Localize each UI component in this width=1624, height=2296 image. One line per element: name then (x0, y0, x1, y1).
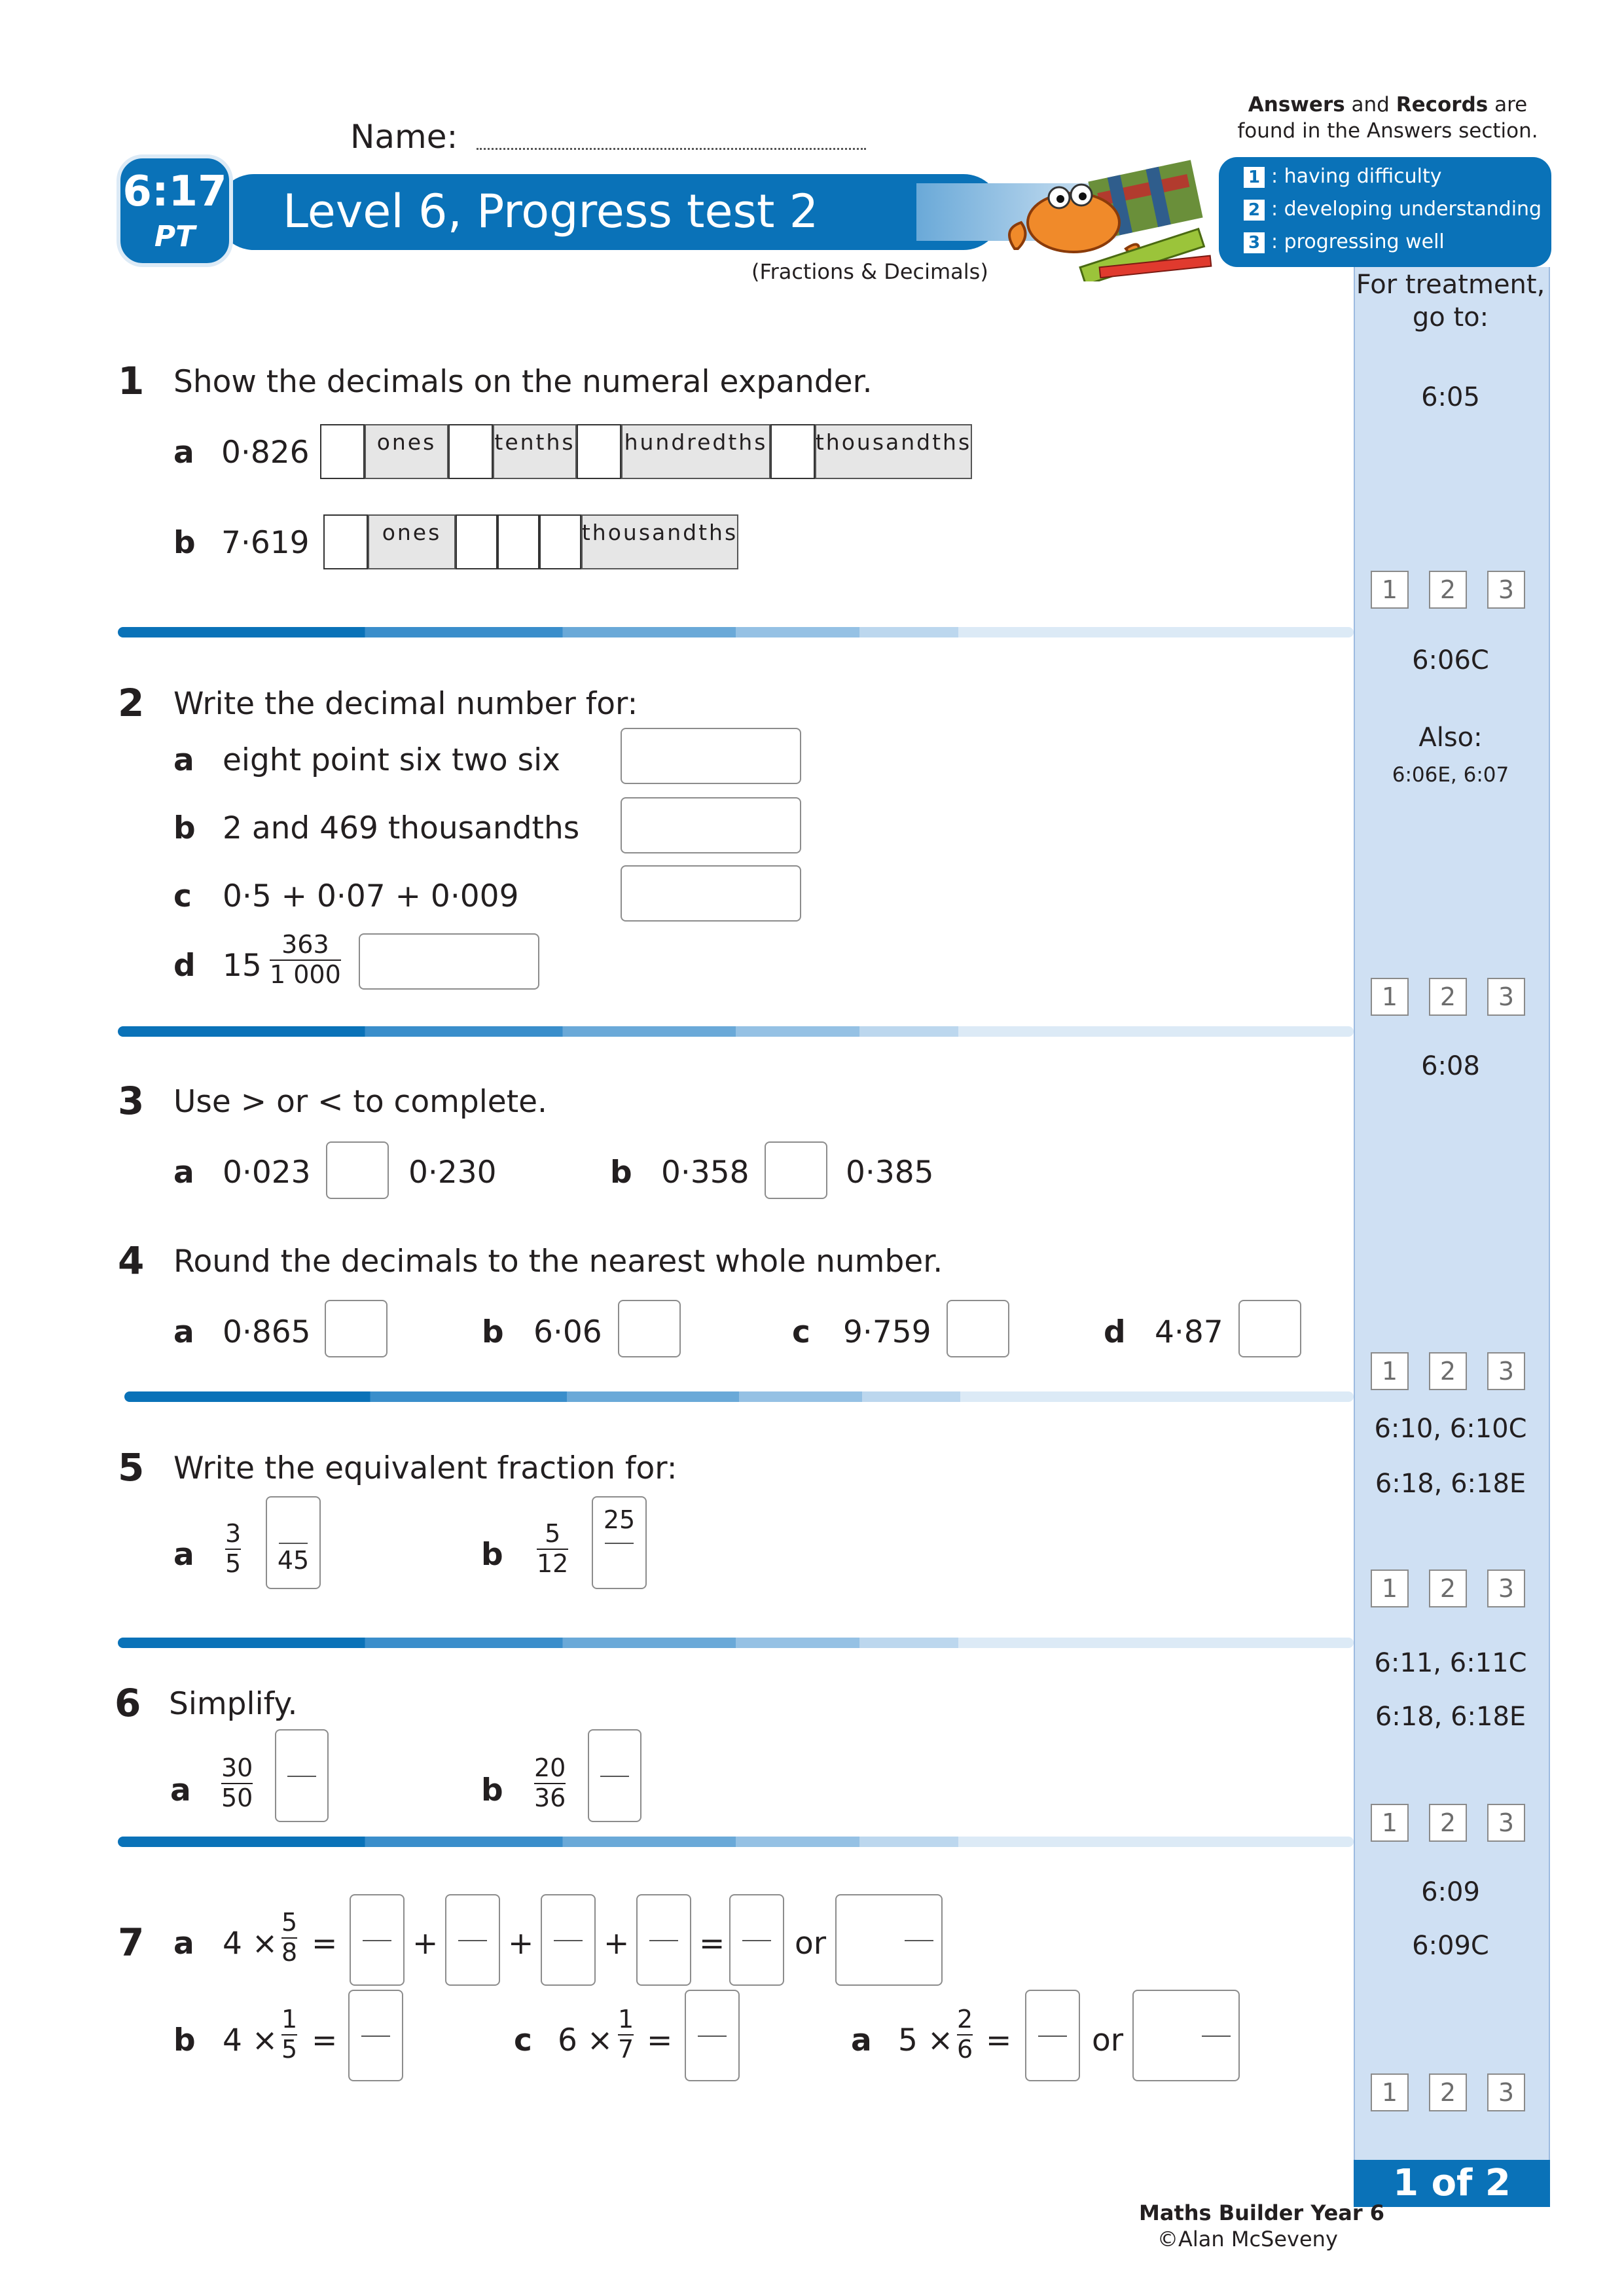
score-box-q2-1[interactable]: 1 (1371, 978, 1409, 1016)
sidebar-ref-q7b: 6:09C (1412, 1931, 1489, 1961)
q7d-answer-bar (1038, 2036, 1067, 2037)
sidebar-ref-q5b: 6:18, 6:18E (1375, 1469, 1526, 1499)
q1a-seg-tenths: tenths (493, 424, 577, 479)
q6b-label: b (481, 1772, 503, 1808)
q7a-term-bar-4 (649, 1940, 678, 1941)
q6b-numerator: 20 (534, 1753, 566, 1782)
score-box-q6-1[interactable]: 1 (1371, 1804, 1409, 1842)
q2c-answer-box[interactable] (621, 865, 801, 922)
q5a-answer-bar (279, 1543, 308, 1544)
q1b-box-ones[interactable] (323, 514, 368, 569)
q7c-equals: = (647, 2022, 673, 2058)
q4a-value: 0·865 (223, 1314, 311, 1350)
q4d-label: d (1104, 1314, 1126, 1350)
q2d-answer-box[interactable] (359, 933, 539, 990)
q7d-label: a (851, 2022, 872, 2058)
q3b-left: 0·358 (661, 1155, 749, 1191)
question-2-text: Write the decimal number for: (173, 686, 638, 722)
q4b-answer-box[interactable] (618, 1300, 681, 1357)
topic-badge-number: 6:17 (122, 168, 227, 216)
answers-and: and (1344, 93, 1396, 117)
q6b-fraction (534, 1755, 566, 1812)
topic-badge-type: PT (154, 220, 196, 253)
q5b-answer-bar (605, 1543, 634, 1544)
q7a-label: a (173, 1926, 194, 1962)
q1b-box-hundredths[interactable] (497, 514, 539, 569)
section-divider-4 (118, 1638, 1354, 1648)
sidebar-ref-q1: 6:05 (1421, 382, 1480, 412)
sidebar-heading-line2: go to: (1412, 302, 1489, 332)
sidebar-also-refs: 6:06E, 6:07 (1392, 763, 1509, 787)
legend-num-1: 1 (1244, 167, 1265, 188)
q7a-equals: = (312, 1926, 338, 1962)
sidebar-ref-q6a: 6:11, 6:11C (1374, 1648, 1527, 1678)
score-box-q3-2[interactable]: 2 (1429, 1352, 1467, 1390)
q5a-denominator: 5 (225, 1549, 242, 1578)
question-1-text: Show the decimals on the numeral expander. (173, 364, 873, 400)
q3a-answer-box[interactable] (326, 1141, 389, 1199)
q6a-numerator: 30 (221, 1753, 253, 1782)
q7b-denominator: 5 (281, 2034, 298, 2064)
q7d-fraction (957, 2007, 973, 2063)
q2c-label: c (173, 878, 192, 914)
q2a-label: a (173, 742, 194, 778)
q5b-fraction (537, 1521, 568, 1577)
q2b-text: 2 and 469 thousandths (223, 810, 580, 846)
sidebar-ref-q2: 6:06C (1412, 645, 1489, 675)
q2b-answer-box[interactable] (621, 797, 801, 853)
score-box-q1-3[interactable]: 3 (1487, 571, 1525, 609)
q5a-fraction (225, 1521, 241, 1577)
q7b-multiplier: 4 × (223, 2022, 278, 2058)
sidebar-ref-q7a: 6:09 (1421, 1877, 1480, 1907)
name-label: Name: (350, 118, 458, 156)
records-word: Records (1396, 93, 1489, 117)
q2d-label: d (173, 948, 196, 984)
question-4-text: Round the decimals to the nearest whole number. (173, 1244, 943, 1280)
q2d-denominator: 1 000 (270, 960, 341, 989)
sidebar-ref-q5a: 6:10, 6:10C (1374, 1414, 1527, 1444)
crab-mascot-illustration (995, 151, 1224, 281)
score-box-q2-2[interactable]: 2 (1429, 978, 1467, 1016)
q7a-multiplier: 4 × (223, 1926, 278, 1962)
score-box-q3-1[interactable]: 1 (1371, 1352, 1409, 1390)
section-divider-2 (118, 1026, 1354, 1037)
q4b-value: 6·06 (533, 1314, 602, 1350)
question-7-number: 7 (118, 1920, 145, 1965)
q1a-seg-thousandths: thousandths (815, 424, 972, 479)
answers-note (1198, 93, 1578, 117)
q6a-label: a (170, 1772, 191, 1808)
q5b-denominator: 12 (537, 1549, 569, 1578)
q1a-box-hundredths[interactable] (577, 424, 621, 479)
q7d-equals: = (986, 2022, 1012, 2058)
score-box-q5-1[interactable]: 1 (1371, 1570, 1409, 1607)
q7a-term-bar-3 (554, 1940, 583, 1941)
legend-text-3: : progressing well (1271, 230, 1445, 253)
legend-text-1: : having difficulty (1271, 165, 1442, 188)
q1b-seg-ones: ones (368, 514, 456, 569)
q3a-left: 0·023 (223, 1155, 311, 1191)
q7a-or: or (795, 1926, 827, 1962)
answers-note-line2: found in the Answers section. (1237, 119, 1538, 143)
legend-num-2: 2 (1244, 200, 1265, 221)
q5a-given-denominator: 45 (277, 1546, 310, 1575)
footer-book-title: Maths Builder Year 6 (1139, 2200, 1385, 2225)
score-box-q2-3[interactable]: 3 (1487, 978, 1525, 1016)
q5b-numerator: 5 (545, 1519, 561, 1548)
q2a-answer-box[interactable] (621, 728, 801, 784)
q2b-label: b (173, 810, 196, 846)
sidebar-ref-q3: 6:08 (1421, 1051, 1480, 1081)
score-box-q7-2[interactable]: 2 (1429, 2073, 1467, 2111)
answers-are: are (1488, 93, 1528, 117)
q4a-answer-box[interactable] (325, 1300, 388, 1357)
q2a-text: eight point six two six (223, 742, 560, 778)
q1b-label: b (173, 525, 196, 561)
q1a-box-thousandths[interactable] (770, 424, 815, 479)
q7b-answer-bar (361, 2036, 390, 2037)
question-6-number: 6 (115, 1681, 141, 1725)
q7b-numerator: 1 (281, 2005, 298, 2034)
q3a-right: 0·230 (408, 1155, 497, 1191)
page-title: Level 6, Progress test 2 (283, 185, 819, 238)
legend-num-3: 3 (1244, 232, 1265, 253)
question-3-number: 3 (118, 1079, 145, 1123)
q6a-fraction (221, 1755, 253, 1812)
score-box-q5-2[interactable]: 2 (1429, 1570, 1467, 1607)
question-6-text: Simplify. (169, 1686, 298, 1722)
q1a-seg-hundredths: hundredths (621, 424, 770, 479)
q7c-label: c (514, 2022, 532, 2058)
q7c-multiplier: 6 × (558, 2022, 613, 2058)
q7d-numerator: 2 (957, 2005, 973, 2034)
q7a-mixed-bar (905, 1940, 933, 1941)
q1a-label: a (173, 435, 194, 471)
legend-item-2 (1244, 198, 1542, 221)
score-box-q6-2[interactable]: 2 (1429, 1804, 1467, 1842)
legend-text-2: : developing understanding (1271, 198, 1542, 221)
q7a-sum-bar (742, 1940, 771, 1941)
q7a-plus-3: + (604, 1926, 630, 1962)
q7a-plus-2: + (508, 1926, 534, 1962)
q7a-numerator: 5 (281, 1908, 298, 1937)
q1a-value: 0·826 (221, 435, 310, 471)
q7c-numerator: 1 (618, 2005, 634, 2034)
q7a-equals-2: = (699, 1926, 725, 1962)
q4a-label: a (173, 1314, 194, 1350)
page-indicator: 1 of 2 (1354, 2160, 1550, 2207)
q6b-answer-bar (600, 1776, 629, 1777)
page-subtitle: (Fractions & Decimals) (751, 259, 988, 284)
score-box-q7-1[interactable]: 1 (1371, 2073, 1409, 2111)
sidebar-heading-line1: For treatment, (1356, 270, 1545, 300)
q3b-label: b (610, 1155, 632, 1191)
q6b-denominator: 36 (534, 1783, 566, 1812)
score-box-q1-2[interactable]: 2 (1429, 571, 1467, 609)
q7a-plus-1: + (412, 1926, 439, 1962)
sidebar-ref-q6b: 6:18, 6:18E (1375, 1702, 1526, 1732)
q6a-denominator: 50 (221, 1783, 253, 1812)
footer-copyright: ©Alan McSeveny (1157, 2227, 1338, 2251)
q5b-given-numerator: 25 (603, 1505, 636, 1534)
score-box-q5-3[interactable]: 3 (1487, 1570, 1525, 1607)
q1a-seg-ones: ones (365, 424, 448, 479)
q7c-answer-bar (698, 2036, 727, 2037)
question-4-number: 4 (118, 1238, 145, 1283)
q1b-box-tenths[interactable] (456, 514, 497, 569)
q2d-fraction (270, 932, 341, 988)
q2c-text: 0·5 + 0·07 + 0·009 (223, 878, 519, 914)
q7b-equals: = (312, 2022, 338, 2058)
score-box-q7-3[interactable]: 3 (1487, 2073, 1525, 2111)
q7b-label: b (173, 2022, 196, 2058)
q3a-label: a (173, 1155, 194, 1191)
score-box-q1-1[interactable]: 1 (1371, 571, 1409, 609)
q6a-answer-bar (287, 1776, 316, 1777)
q7a-term-bar-2 (458, 1940, 487, 1941)
q7d-multiplier: 5 × (898, 2022, 954, 2058)
q7b-fraction (281, 2007, 297, 2063)
q7c-denominator: 7 (618, 2034, 634, 2064)
q7a-denominator: 8 (281, 1937, 298, 1967)
score-box-q6-3[interactable]: 3 (1487, 1804, 1525, 1842)
q1b-box-thousandths[interactable] (539, 514, 581, 569)
q5a-label: a (173, 1537, 194, 1573)
question-5-number: 5 (118, 1445, 145, 1490)
q1a-box-tenths[interactable] (448, 424, 493, 479)
score-box-q3-3[interactable]: 3 (1487, 1352, 1525, 1390)
q4c-answer-box[interactable] (947, 1300, 1009, 1357)
q3b-answer-box[interactable] (765, 1141, 827, 1199)
name-field[interactable] (477, 148, 866, 150)
question-5-text: Write the equivalent fraction for: (173, 1450, 677, 1486)
q7a-term-bar-1 (363, 1940, 391, 1941)
q1b-seg-thousandths: thousandths (581, 514, 738, 569)
answers-word: Answers (1248, 93, 1345, 117)
q4d-value: 4·87 (1155, 1314, 1223, 1350)
q3b-right: 0·385 (846, 1155, 934, 1191)
legend-item-3 (1244, 230, 1445, 253)
question-2-number: 2 (118, 681, 145, 725)
sidebar-also: Also: (1418, 723, 1483, 753)
q2d-numerator: 363 (281, 930, 329, 959)
q5b-label: b (481, 1537, 503, 1573)
section-divider-5 (118, 1837, 1354, 1847)
question-1-number: 1 (118, 359, 145, 403)
question-3-text: Use > or < to complete. (173, 1084, 547, 1120)
legend-item-1 (1244, 165, 1441, 188)
q4b-label: b (482, 1314, 504, 1350)
q4c-label: c (792, 1314, 810, 1350)
q7d-denominator: 6 (957, 2034, 973, 2064)
q1b-value: 7·619 (221, 525, 310, 561)
section-divider-3 (124, 1391, 1354, 1402)
q4d-answer-box[interactable] (1238, 1300, 1301, 1357)
q5a-numerator: 3 (225, 1519, 242, 1548)
q1a-box-ones[interactable] (320, 424, 365, 479)
q7d-or: or (1092, 2022, 1124, 2058)
q7d-mixed-bar (1202, 2036, 1231, 2037)
q7a-fraction (281, 1910, 297, 1966)
q7c-fraction (618, 2007, 634, 2063)
section-divider-1 (118, 627, 1354, 637)
q4c-value: 9·759 (843, 1314, 931, 1350)
q2d-whole: 15 (223, 948, 262, 984)
